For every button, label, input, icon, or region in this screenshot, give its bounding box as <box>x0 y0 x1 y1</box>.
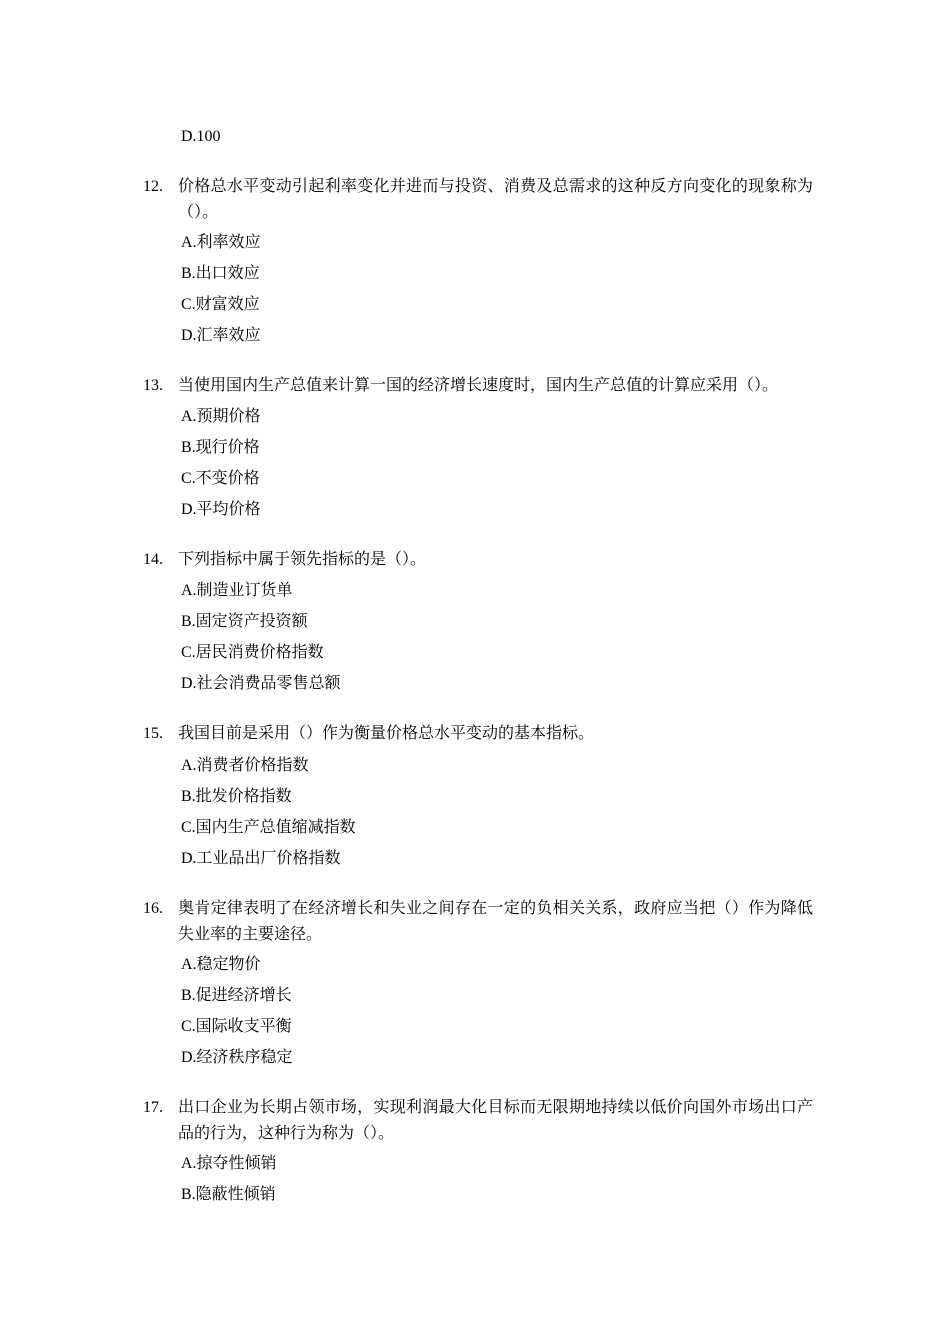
question-17 <box>143 1095 813 1147</box>
question-13 <box>143 373 813 399</box>
option-c: C.居民消费价格指数 <box>181 644 324 661</box>
option-c: C.国际收支平衡 <box>181 1018 292 1035</box>
option-a: A.稳定物价 <box>181 956 261 973</box>
question-number: 16. <box>143 900 163 917</box>
question-number: 12. <box>143 178 163 195</box>
option-c: C.国内生产总值缩减指数 <box>181 819 356 836</box>
option-b: B.固定资产投资额 <box>181 613 308 630</box>
question-text: 奥肯定律表明了在经济增长和失业之间存在一定的负相关关系，政府应当把（）作为降低失业率的主要途径。 <box>178 900 813 943</box>
question-14 <box>143 547 813 573</box>
option-d-q11: D.100 <box>181 128 221 145</box>
question-text: 我国目前是采用（）作为衡量价格总水平变动的基本指标。 <box>178 725 595 742</box>
question-number: 17. <box>143 1099 163 1116</box>
question-text: 当使用国内生产总值来计算一国的经济增长速度时，国内生产总值的计算应采用（）。 <box>178 377 779 394</box>
option-d: D.工业品出厂价格指数 <box>181 850 341 867</box>
option-b: B.批发价格指数 <box>181 788 292 805</box>
option-a: A.消费者价格指数 <box>181 757 309 774</box>
option-a: A.预期价格 <box>181 408 261 425</box>
question-number: 15. <box>143 725 163 742</box>
option-a: A.制造业订货单 <box>181 582 293 599</box>
question-text: 价格总水平变动引起利率变化并进而与投资、消费及总需求的这种反方向变化的现象称为（）。 <box>178 178 813 221</box>
option-d: D.平均价格 <box>181 501 261 518</box>
option-c: C.财富效应 <box>181 296 260 313</box>
option-d: D.经济秩序稳定 <box>181 1049 293 1066</box>
question-15 <box>143 721 813 747</box>
question-12 <box>143 174 813 226</box>
question-number: 13. <box>143 377 163 394</box>
option-d: D.社会消费品零售总额 <box>181 675 341 692</box>
option-c: C.不变价格 <box>181 470 260 487</box>
option-d: D.汇率效应 <box>181 327 261 344</box>
question-16 <box>143 896 813 948</box>
question-number: 14. <box>143 551 163 568</box>
option-b: B.促进经济增长 <box>181 987 292 1004</box>
option-a: A.掠夺性倾销 <box>181 1155 277 1172</box>
option-b: B.出口效应 <box>181 265 260 282</box>
option-b: B.隐蔽性倾销 <box>181 1186 276 1203</box>
question-text: 出口企业为长期占领市场，实现利润最大化目标而无限期地持续以低价向国外市场出口产品的行为，这种行为称为（）。 <box>178 1099 813 1142</box>
question-text: 下列指标中属于领先指标的是（）。 <box>178 551 427 568</box>
option-a: A.利率效应 <box>181 234 261 251</box>
option-b: B.现行价格 <box>181 439 260 456</box>
